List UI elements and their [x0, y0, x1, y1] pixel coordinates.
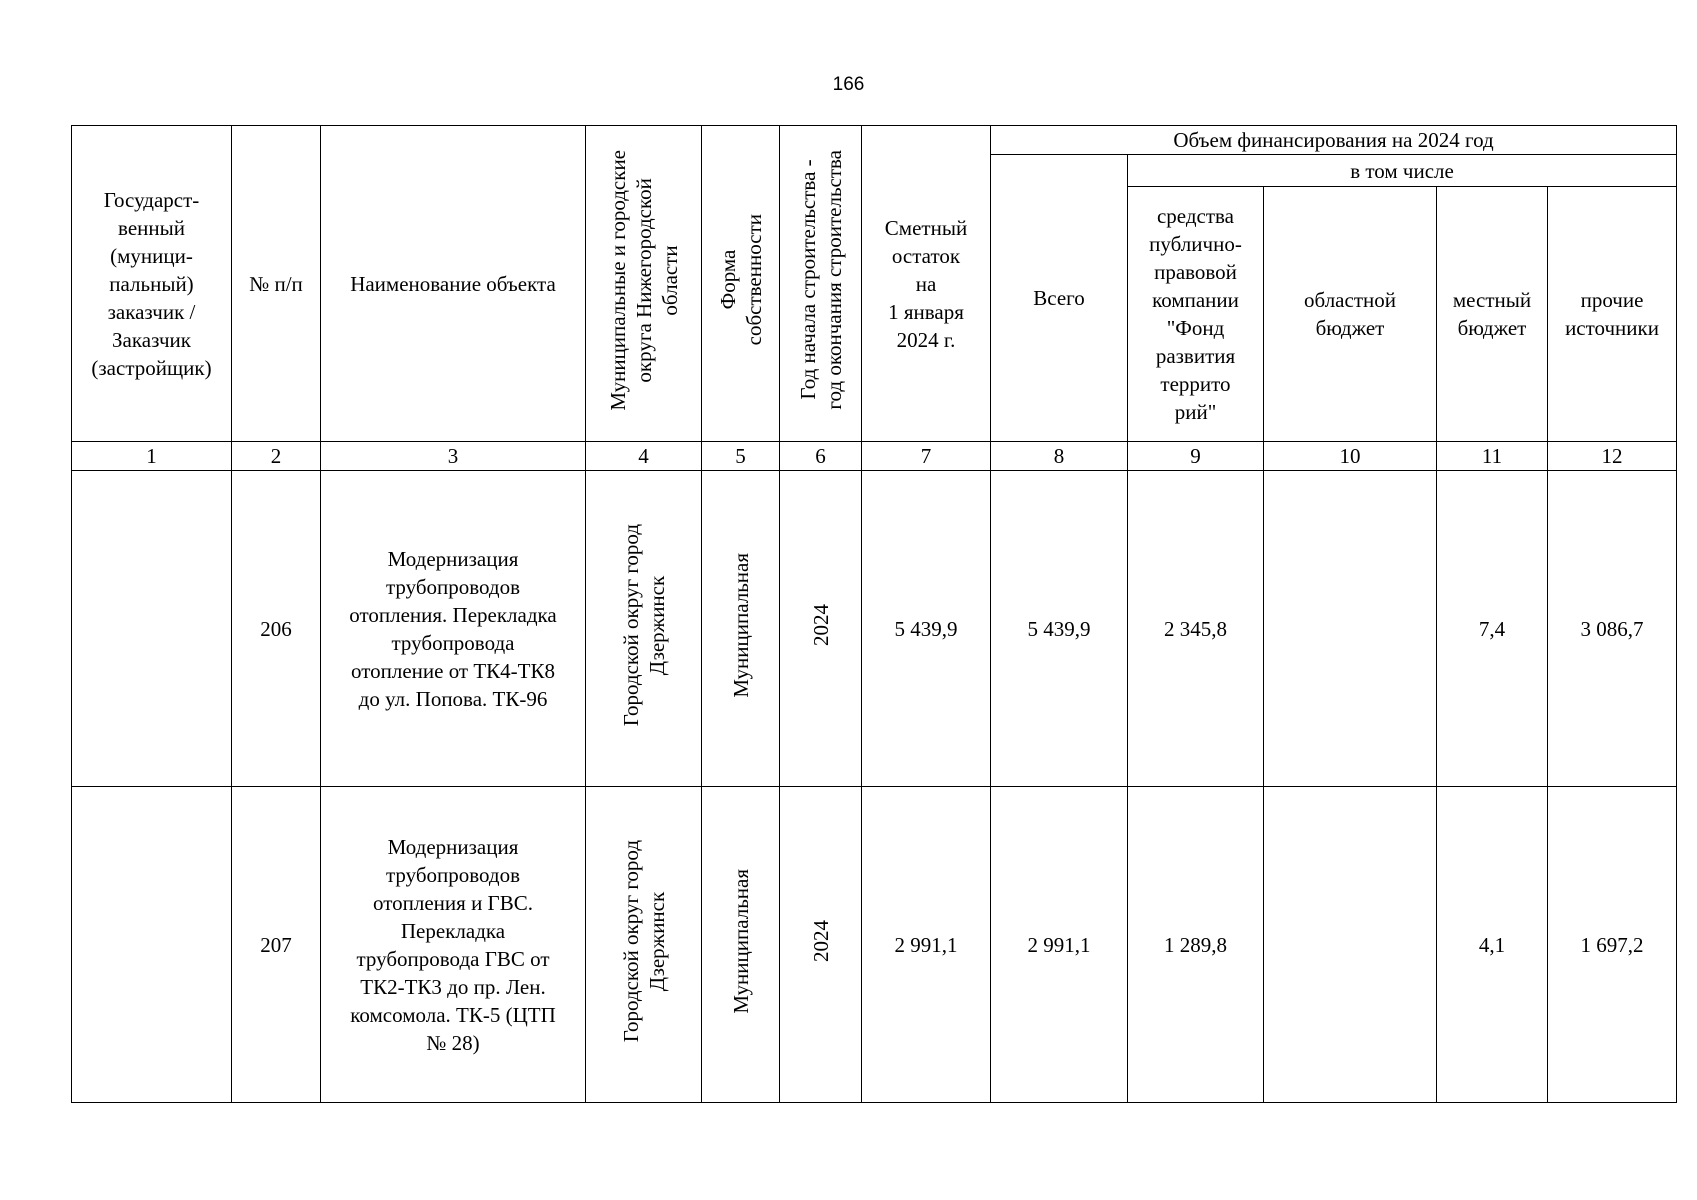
- column-number: 1: [72, 442, 232, 471]
- header-customer: Государст- венный (муници- пальный) заказчик / Заказчик (застройщик): [72, 126, 232, 442]
- header-estimate-balance: Сметный остаток на 1 января 2024 г.: [862, 126, 991, 442]
- header-number: № п/п: [232, 126, 321, 442]
- cell-regional-budget: [1264, 471, 1437, 787]
- cell-local-budget: 7,4: [1437, 471, 1548, 787]
- cell-total: 2 991,1: [991, 787, 1128, 1103]
- column-number: 5: [702, 442, 780, 471]
- column-number: 12: [1548, 442, 1677, 471]
- header-municipality-cell: [586, 126, 702, 442]
- cell-fund: 1 289,8: [1128, 787, 1264, 1103]
- cell-object-name: Модернизация трубопроводов отопления и ГВС. Перекладка трубопровода ГВС от ТК2-ТК3 до пр. Лен. комсомола. ТК-5 (ЦТП № 28): [321, 787, 586, 1103]
- column-number: 9: [1128, 442, 1264, 471]
- column-number: 11: [1437, 442, 1548, 471]
- cell-regional-budget: [1264, 787, 1437, 1103]
- header-fund: средства публично- правовой компании "Фонд развития террито рий": [1128, 187, 1264, 442]
- cell-local-budget: 4,1: [1437, 787, 1548, 1103]
- cell-ownership: Муниципальная: [728, 868, 753, 1014]
- column-number: 3: [321, 442, 586, 471]
- cell-years-cell: [780, 471, 862, 787]
- header-local-budget: местный бюджет: [1437, 187, 1548, 442]
- column-number: 7: [862, 442, 991, 471]
- cell-municipality: Городской округ город Дзержинск: [618, 839, 669, 1043]
- cell-other-sources: 1 697,2: [1548, 787, 1677, 1103]
- header-funding-title: Объем финансирования на 2024 год: [991, 126, 1677, 155]
- header-object-name: Наименование объекта: [321, 126, 586, 442]
- column-numbers-row: [72, 442, 1677, 471]
- cell-fund: 2 345,8: [1128, 471, 1264, 787]
- header-ownership-cell: [702, 126, 780, 442]
- cell-customer: [72, 471, 232, 787]
- cell-estimate-balance: 5 439,9: [862, 471, 991, 787]
- cell-years: 2024: [808, 920, 833, 962]
- header-regional-budget: областной бюджет: [1264, 187, 1437, 442]
- header-total: Всего: [991, 155, 1128, 442]
- cell-object-name: Модернизация трубопроводов отопления. Перекладка трубопровода отопление от ТК4-ТК8 до ул. Попова. ТК-96: [321, 471, 586, 787]
- cell-municipality-cell: [586, 471, 702, 787]
- cell-ownership-cell: [702, 471, 780, 787]
- column-number: 10: [1264, 442, 1437, 471]
- cell-years: 2024: [808, 604, 833, 646]
- table-row: [72, 787, 1677, 1103]
- cell-number: 207: [232, 787, 321, 1103]
- column-number: 4: [586, 442, 702, 471]
- cell-years-cell: [780, 787, 862, 1103]
- header-ownership: Форма собственности: [715, 214, 766, 346]
- header-municipality: Муниципальные и городские округа Нижегородской области: [605, 149, 682, 411]
- cell-ownership-cell: [702, 787, 780, 1103]
- cell-total: 5 439,9: [991, 471, 1128, 787]
- table-row: [72, 471, 1677, 787]
- column-number: 6: [780, 442, 862, 471]
- header-other-sources: прочие источники: [1548, 187, 1677, 442]
- header-years: Год начала строительства - год окончания строительства: [795, 150, 846, 410]
- cell-customer: [72, 787, 232, 1103]
- cell-number: 206: [232, 471, 321, 787]
- cell-municipality: Городской округ город Дзержинск: [618, 523, 669, 727]
- header-years-cell: [780, 126, 862, 442]
- page-number: 166: [832, 74, 865, 95]
- financing-table: [71, 125, 1677, 1103]
- cell-estimate-balance: 2 991,1: [862, 787, 991, 1103]
- cell-other-sources: 3 086,7: [1548, 471, 1677, 787]
- column-number: 2: [232, 442, 321, 471]
- cell-ownership: Муниципальная: [728, 552, 753, 698]
- column-number: 8: [991, 442, 1128, 471]
- header-including: в том числе: [1128, 155, 1677, 187]
- cell-municipality-cell: [586, 787, 702, 1103]
